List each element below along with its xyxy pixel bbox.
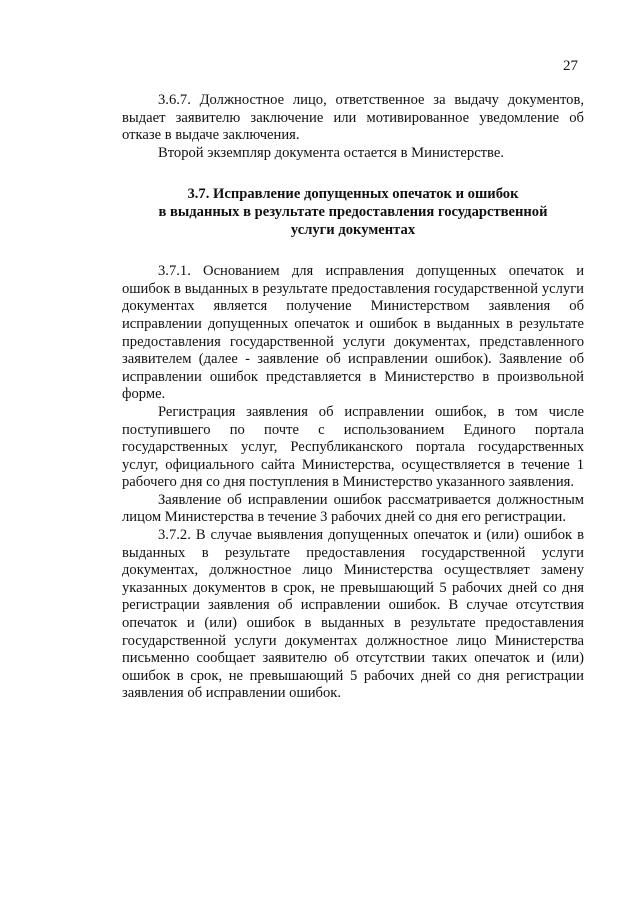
- paragraph-3-7-2: 3.7.2. В случае выявления допущенных опечаток и (или) ошибок в выданных в результате предоставления государственной услуги документах, должностное лицо Министерства осуществляет замену указанных документов в срок, не превышающий 5 рабочих дней со дня регистрации заявления об исправлении ошибок. В случае отсутствия опечаток и (или) ошибок в выданных в результате предоставления государственной услуги документах должностное лицо Министерства письменно сообщает заявителю об отсутствии таких опечаток и (или) ошибок в срок, не превышающий 5 рабочих дней со дня регистрации заявления об исправлении ошибок.: [122, 527, 584, 702]
- paragraph-3-7-1: 3.7.1. Основанием для исправления допущенных опечаток и ошибок в выданных в результате предоставления государственной услуги документах является получение Министерством заявления об исправлении допущенных опечаток и ошибок в выданных в результате предоставления государственной услуги документах, представленного заявителем (далее - заявление об исправлении ошибок). Заявление об исправлении ошибок представляется в Министерство в произвольной форме.: [122, 263, 584, 403]
- paragraph-registration: Регистрация заявления об исправлении ошибок, в том числе поступившего по почте с использованием Единого портала государственных услуг, Республиканского портала государственных услуг, официального сайта Министерства, осуществляется в течение 1 рабочего дня со дня поступления в Министерство указанного заявления.: [122, 403, 584, 491]
- section-heading-line: услуги документах: [290, 221, 416, 238]
- document-body: [122, 92, 584, 703]
- paragraph-second-copy: Второй экземпляр документа остается в Министерстве.: [158, 144, 504, 161]
- paragraph-3-6-7: 3.6.7. Должностное лицо, ответственное за выдачу документов, выдает заявителю заключение или мотивированное уведомление об отказе в выдаче заключения.: [122, 92, 584, 144]
- section-heading: [122, 186, 584, 239]
- section-heading-line: 3.7. Исправление допущенных опечаток и ошибок: [187, 186, 519, 203]
- section-heading-line: в выданных в результате предоставления государственной: [158, 203, 548, 220]
- page-number: 27: [563, 58, 578, 74]
- paragraph-review-term: Заявление об исправлении ошибок рассматривается должностным лицом Министерства в течение 3 рабочих дней со дня его регистрации.: [122, 491, 584, 526]
